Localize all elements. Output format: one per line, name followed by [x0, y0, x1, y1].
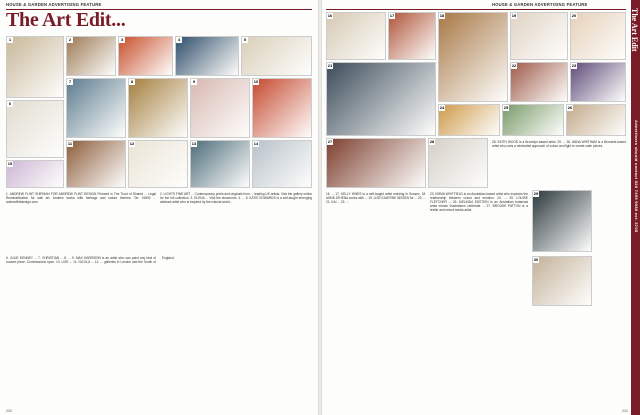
artwork-tile — [428, 138, 488, 188]
artwork-tile — [388, 12, 436, 60]
right-page — [322, 0, 640, 415]
artwork-tile — [252, 78, 312, 138]
artwork-number: 22 — [511, 63, 517, 68]
artwork-tile — [66, 140, 126, 188]
artwork-tile — [326, 138, 426, 188]
advertiser-contact-note: Advertisers should contact 020 7499 9080 ext. 3705 — [634, 120, 639, 233]
header-rule-right — [326, 9, 626, 10]
artwork-number: 23 — [571, 63, 577, 68]
artwork-number: 20 — [571, 13, 577, 18]
artwork-tile — [241, 36, 312, 76]
header-label-left: HOUSE & GARDEN ADVERTISING FEATURE — [6, 2, 102, 7]
artwork-number: 25 — [503, 105, 509, 110]
artwork-tile — [128, 140, 188, 188]
left-page — [0, 0, 318, 415]
artwork-tile — [532, 256, 592, 306]
artwork-number: 12 — [129, 141, 135, 146]
artwork-tile — [510, 62, 568, 102]
artwork-number: 26 — [567, 105, 573, 110]
artwork-number: 16 — [327, 13, 333, 18]
artwork-tile — [6, 160, 64, 188]
page-number-left: 220 — [6, 409, 12, 413]
artwork-number: 13 — [191, 141, 197, 146]
artwork-number: 4 — [177, 37, 181, 42]
artwork-number: 21 — [327, 63, 333, 68]
side-strip — [631, 0, 640, 415]
artwork-tile — [175, 36, 239, 76]
text-column: 28. KEITH WOOD is a Brooklyn-based artist. 29. ... 30. ANNA WHITHAM is a Brussels-based artist who uses a minimalist approach of colour and light to create calm pieces. — [492, 140, 626, 148]
artwork-tile — [66, 78, 126, 138]
artwork-number: 6 — [8, 101, 12, 106]
artwork-number: 11 — [67, 141, 73, 146]
header-label-right: HOUSE & GARDEN ADVERTISING FEATURE — [492, 2, 588, 7]
artwork-tile — [532, 190, 592, 252]
artwork-number: 10 — [253, 79, 259, 84]
artwork-tile — [118, 36, 173, 76]
artwork-number: 18 — [439, 13, 445, 18]
page-title: The Art Edit... — [6, 9, 126, 31]
artwork-number: 3 — [120, 37, 124, 42]
artwork-tile — [570, 12, 626, 60]
artwork-number: 8 — [130, 79, 134, 84]
artwork-number: 29 — [533, 191, 539, 196]
artwork-tile — [6, 36, 64, 98]
artwork-number: 17 — [389, 13, 395, 18]
artwork-number: 28 — [429, 139, 435, 144]
artwork-tile — [190, 78, 250, 138]
artwork-number: 9 — [192, 79, 196, 84]
artwork-tile — [438, 104, 500, 136]
text-column: 23. EMMA WHITFIELD is an Australian-based artist who explores the relationship between colour and emotion. 24. ... 25. LOUISE FLETCHER ... 26. MELINDA EDSTEIN is an Australian botanical artist whose illustrations celebrate ... 27. BROOKE PATTON is a textile and mixed media artist. — [430, 192, 528, 212]
artwork-tile — [6, 100, 64, 158]
artwork-tile — [438, 12, 508, 102]
artwork-number: 7 — [68, 79, 72, 84]
side-title: The Art Edit — [630, 8, 639, 52]
text-column: 6. JULIE DENNEY ... 7. CHRISTIAN ... 8. ... 9. MAX HARRISON is an artist who can paint any kind of custom piece. Commissions open. 10. LISE ... 11. NICOLA ... 12. ... galleries in London and the South of England. — [6, 256, 175, 264]
artwork-tile — [326, 62, 436, 136]
artwork-number: 5 — [243, 37, 247, 42]
artwork-number: 30 — [533, 257, 539, 262]
text-column: 16. ... 17. KELLY HINES is a self-taught artist residing in Sussex. 18. ANNE ATHENA works with ... 19. LISE KJAERNE NISSEN for ... 20. ... 21. KAI ... 22. ... — [326, 192, 426, 204]
artwork-number: 15 — [7, 161, 13, 166]
artwork-number: 1 — [8, 37, 12, 42]
artwork-number: 19 — [511, 13, 517, 18]
artwork-number: 14 — [253, 141, 259, 146]
text-column: 1. ANDREW FLINT SHIPMAN FOR ANDREW FLINT DESIGN Pictured is The Trust of Shared ... Legal Reclassification for wall art. Andrew works with heritage and nature themes. Tel: 01892 ... andrewflintdesign.com — [6, 192, 156, 204]
page-number-right: 221 — [622, 409, 628, 413]
artwork-tile — [570, 62, 626, 102]
artwork-tile — [326, 12, 386, 60]
artwork-tile — [190, 140, 250, 188]
artwork-tile — [510, 12, 568, 60]
text-column: 2. LIGHTS FINE ART ... Contemporary prints and originals from ... leading UK artists. Visit the gallery online for the full collection. 3. ELENA ... Visit the showroom. 4. ... 5. KATIE EDWARDS is a self-taught emerging abstract artist who is inspired by the natural world... — [160, 192, 312, 204]
artwork-tile — [66, 36, 116, 76]
artwork-number: 24 — [439, 105, 445, 110]
artwork-number: 27 — [327, 139, 333, 144]
artwork-number: 2 — [68, 37, 72, 42]
artwork-tile — [252, 140, 312, 188]
artwork-tile — [128, 78, 188, 138]
artwork-tile — [566, 104, 626, 136]
artwork-tile — [502, 104, 564, 136]
